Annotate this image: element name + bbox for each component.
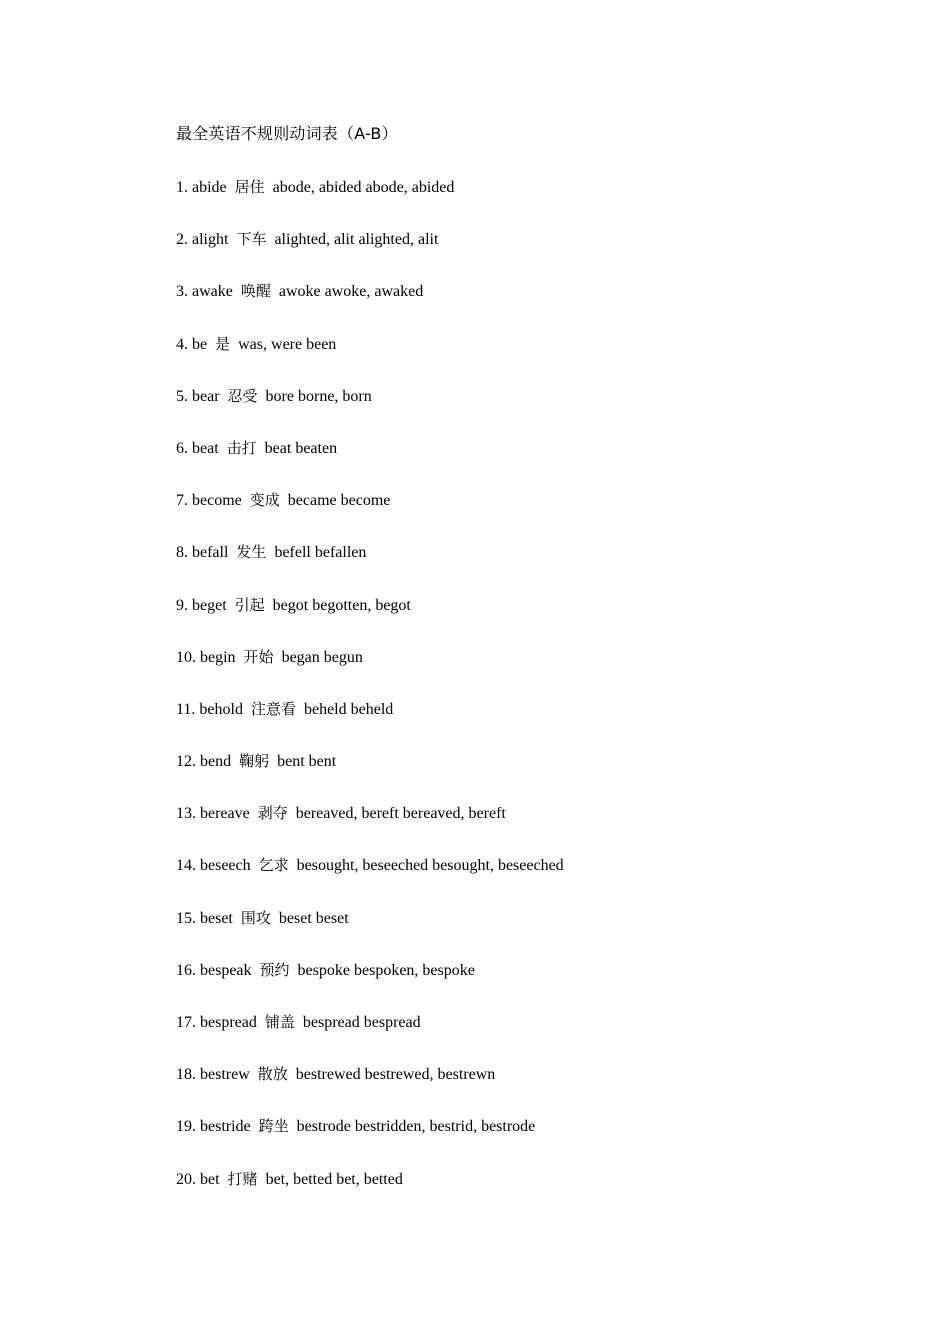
list-item (176, 176, 564, 228)
list-item (176, 750, 564, 802)
list-item (176, 489, 564, 541)
verb-list (176, 176, 564, 1220)
verb-number: 5. (176, 387, 192, 405)
list-item (176, 1168, 564, 1220)
verb-number: 4. (176, 335, 192, 353)
separator (220, 388, 228, 405)
separator (258, 388, 266, 405)
verb-past-participle: bestridden, bestrid, bestrode (354, 1118, 536, 1136)
verb-past-participle: bespoken, bespoke (353, 961, 475, 979)
verb-past-tense: bespread (302, 1014, 360, 1031)
verb-past-participle: begun (323, 648, 363, 666)
verb-base-form: bend (200, 753, 232, 771)
verb-past-participle: bent (308, 753, 337, 771)
separator (251, 857, 259, 874)
separator (257, 440, 265, 457)
verb-meaning: 唤醒 (240, 282, 271, 301)
verb-number: 6. (176, 439, 192, 457)
verb-past-tense: bestrewed (295, 1066, 361, 1084)
verb-meaning: 散放 (257, 1065, 288, 1084)
separator (289, 857, 297, 874)
verb-meaning: 居住 (234, 178, 265, 196)
verb-base-form: begin (200, 648, 236, 666)
verb-past-tense: beheld (303, 700, 347, 718)
verb-meaning: 剥夺 (257, 804, 288, 823)
separator (250, 805, 258, 822)
verb-meaning: 发生 (236, 543, 267, 562)
list-item (176, 385, 564, 437)
verb-past-participle: abode, abided (365, 179, 455, 196)
list-item (176, 959, 564, 1011)
verb-number: 12. (176, 753, 200, 771)
verb-past-tense: bespoke (297, 961, 350, 979)
verb-past-participle: become (340, 492, 391, 510)
list-item (176, 854, 564, 906)
verb-past-tense: began (281, 648, 320, 666)
verb-past-tense: bore (265, 387, 294, 405)
separator (271, 283, 279, 300)
separator (265, 179, 273, 196)
verb-number: 9. (176, 596, 192, 614)
verb-base-form: bespeak (200, 961, 252, 979)
separator (295, 1014, 303, 1031)
separator (274, 649, 282, 666)
verb-meaning: 是 (215, 334, 231, 353)
verb-number: 19. (176, 1118, 200, 1136)
verb-past-participle: bestrewed, bestrewn (364, 1066, 496, 1084)
verb-number: 7. (176, 492, 192, 510)
verb-number: 17. (176, 1014, 200, 1031)
verb-base-form: be (192, 335, 208, 353)
page-title: 最全英语不规则动词表（A-B） (176, 124, 398, 143)
verb-past-participle: beheld (350, 700, 394, 718)
verb-number: 8. (176, 544, 192, 562)
list-item (176, 228, 564, 280)
verb-base-form: abide (192, 179, 227, 196)
verb-base-form: bereave (200, 805, 250, 823)
verb-number: 16. (176, 961, 200, 979)
separator (265, 597, 273, 614)
list-item (176, 1115, 564, 1167)
verb-base-form: awake (192, 283, 233, 301)
separator (233, 283, 241, 300)
verb-past-tense: besought, beseeched (296, 857, 429, 875)
verb-past-tense: beat (264, 439, 292, 457)
verb-meaning: 跨坐 (258, 1117, 289, 1136)
list-item (176, 594, 564, 646)
verb-meaning: 注意看 (250, 699, 296, 718)
verb-number: 15. (176, 909, 200, 927)
verb-number: 14. (176, 857, 200, 875)
verb-base-form: become (192, 492, 242, 510)
verb-past-tense: bet, betted (265, 1170, 333, 1188)
verb-past-tense: awoke (278, 283, 321, 301)
list-item (176, 1063, 564, 1115)
verb-meaning: 鞠躬 (239, 752, 270, 771)
verb-number: 20. (176, 1170, 200, 1188)
verb-base-form: befall (192, 544, 229, 562)
separator (231, 753, 239, 770)
list-item (176, 907, 564, 959)
verb-meaning: 乞求 (258, 856, 289, 875)
verb-number: 13. (176, 805, 200, 823)
separator (290, 962, 298, 979)
verb-meaning: 变成 (249, 491, 280, 510)
verb-past-tense: abode, abided (272, 179, 362, 196)
verb-past-tense: begot (272, 596, 309, 614)
verb-past-tense: bestrode (296, 1118, 351, 1136)
separator (296, 701, 304, 718)
separator (230, 336, 238, 353)
verb-meaning: 下车 (236, 230, 267, 249)
separator (269, 753, 277, 770)
list-item (176, 280, 564, 332)
list-item (176, 437, 564, 489)
separator (207, 336, 215, 353)
verb-past-participle: borne, born (297, 387, 372, 405)
separator (243, 701, 251, 718)
separator (227, 597, 235, 614)
separator (242, 492, 250, 509)
verb-past-participle: bespread (363, 1014, 421, 1031)
separator (289, 1118, 297, 1135)
verb-number: 1. (176, 179, 192, 196)
separator (219, 440, 227, 457)
verb-base-form: bestrew (200, 1066, 250, 1084)
separator (257, 1014, 265, 1031)
verb-past-tense: became (287, 492, 337, 510)
verb-past-tense: alighted, alit (274, 231, 355, 249)
verb-meaning: 打赌 (227, 1169, 258, 1188)
separator (251, 1118, 259, 1135)
verb-base-form: bestride (200, 1118, 251, 1136)
list-item (176, 646, 564, 698)
verb-past-participle: alighted, alit (358, 231, 439, 249)
verb-past-participle: besought, beseeched (432, 857, 564, 875)
verb-past-tense: bereaved, bereft (295, 805, 399, 823)
verb-past-participle: bet, betted (336, 1170, 403, 1188)
verb-base-form: beat (192, 439, 219, 457)
list-item (176, 1011, 564, 1063)
verb-past-tense: beset (278, 909, 312, 927)
verb-number: 2. (176, 231, 192, 249)
verb-meaning: 铺盖 (264, 1013, 295, 1031)
verb-base-form: alight (192, 231, 229, 249)
separator (227, 179, 235, 196)
separator (280, 492, 288, 509)
list-item (176, 802, 564, 854)
verb-past-participle: been (306, 335, 337, 353)
separator (220, 1171, 228, 1188)
verb-meaning: 开始 (243, 647, 274, 666)
list-item (176, 698, 564, 750)
separator (233, 910, 241, 927)
verb-meaning: 预约 (259, 960, 290, 979)
separator (252, 962, 260, 979)
list-item (176, 541, 564, 593)
verb-meaning: 忍受 (227, 386, 258, 405)
verb-past-participle: befallen (314, 544, 367, 562)
verb-past-tense: befell (274, 544, 311, 562)
verb-base-form: bespread (200, 1014, 257, 1031)
verb-base-form: behold (199, 700, 243, 718)
verb-number: 11. (176, 700, 200, 718)
verb-number: 18. (176, 1066, 200, 1084)
verb-meaning: 围攻 (240, 908, 271, 927)
list-item (176, 333, 564, 385)
verb-base-form: beget (192, 596, 227, 614)
separator (288, 1066, 296, 1083)
separator (236, 649, 244, 666)
verb-past-participle: awoke, awaked (324, 283, 424, 301)
separator (258, 1171, 266, 1188)
separator (250, 1066, 258, 1083)
verb-meaning: 击打 (226, 438, 257, 457)
verb-base-form: bear (192, 387, 220, 405)
verb-number: 3. (176, 283, 192, 301)
verb-base-form: beset (200, 909, 233, 927)
verb-meaning: 引起 (234, 595, 265, 614)
verb-number: 10. (176, 648, 200, 666)
verb-past-participle: beaten (295, 439, 338, 457)
verb-base-form: bet (200, 1170, 220, 1188)
verb-past-participle: begotten, begot (312, 596, 411, 614)
verb-past-participle: bereaved, bereft (402, 805, 506, 823)
separator (271, 910, 279, 927)
verb-past-tense: bent (277, 753, 305, 771)
verb-base-form: beseech (200, 857, 251, 875)
verb-past-participle: beset (315, 909, 349, 927)
verb-past-tense: was, were (238, 335, 303, 353)
separator (288, 805, 296, 822)
